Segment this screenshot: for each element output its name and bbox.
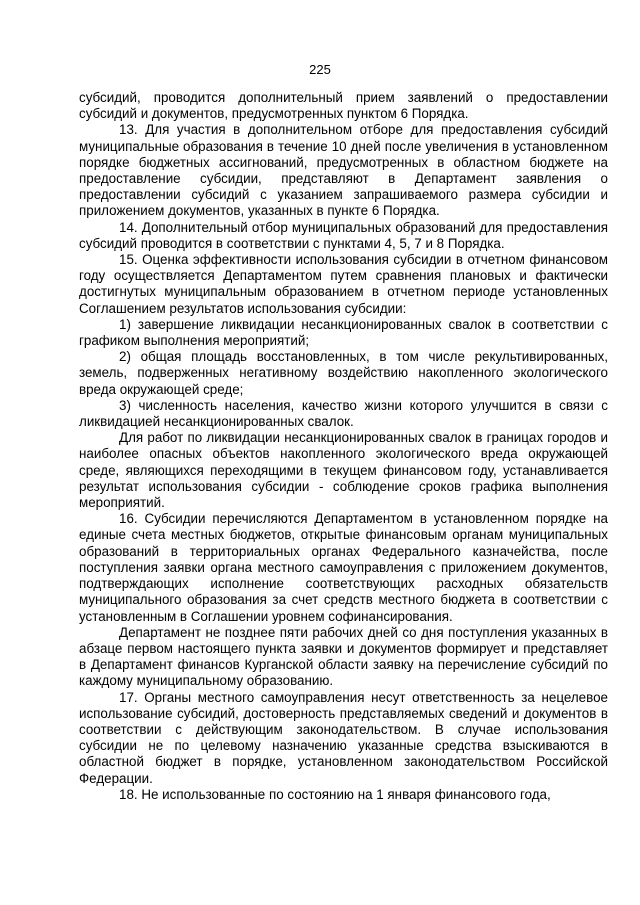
paragraph-item-15: 15. Оценка эффективности использования субсидии в отчетном финансовом году осуществляется Департаментом путем сравнения плановых и фактически достигнутых муниципальным образованием в отчетном периоде установленных Соглашением результатов использования субсидии: xyxy=(79,252,608,316)
paragraph-department-request: Департамент не позднее пяти рабочих дней со дня поступления указанных в абзаце первом настоящего пункта заявки и документов формирует и представляет в Департамент финансов Курганской области заявку на перечисление субсидий по каждому муниципальному образованию. xyxy=(79,624,608,689)
paragraph-continuation: субсидий, проводится дополнительный прием заявлений о предоставлении субсидий и документов, предусмотренных пунктом 6 Порядка. xyxy=(79,90,608,122)
document-body xyxy=(79,90,608,803)
paragraph-item-17: 17. Органы местного самоуправления несут ответственность за нецелевое использование субсидий, достоверность представляемых сведений и документов в соответствии с действующим законодательством. В случае использования субсидии не по целевому назначению указанные средства взыскиваются в областной бюджет в порядке, установленном законодательством Российской Федерации. xyxy=(79,689,608,786)
paragraph-subitem-3: 3) численность населения, качество жизни которого улучшится в связи с ликвидацией несанкционированных свалок. xyxy=(79,397,608,430)
paragraph-result-note: Для работ по ликвидации несанкционированных свалок в границах городов и наиболее опасных объектов накопленного экологического вреда окружающей среде, являющихся переходящими в текущем финансовом году, устанавливается результат использования субсидии - соблюдение сроков графика выполнения мероприятий. xyxy=(79,430,608,511)
paragraph-item-14: 14. Дополнительный отбор муниципальных образований для предоставления субсидий проводится в соответствии с пунктами 4, 5, 7 и 8 Порядка. xyxy=(79,219,608,251)
paragraph-subitem-1: 1) завершение ликвидации несанкционированных свалок в соответствии с графиком выполнения мероприятий; xyxy=(79,316,608,349)
paragraph-item-13: 13. Для участия в дополнительном отборе для предоставления субсидий муниципальные образования в течение 10 дней после увеличения в установленном порядке бюджетных ассигнований, предусмотренных в областном бюджете на предоставление субсидии, представляют в Департамент заявления о предоставлении субсидий с указанием запрашиваемого размера субсидии и приложением документов, указанных в пункте 6 Порядка. xyxy=(79,122,608,219)
paragraph-item-18: 18. Не использованные по состоянию на 1 января финансового года, xyxy=(119,786,551,802)
paragraph-item-16: 16. Субсидии перечисляются Департаментом в установленном порядке на единые счета местных бюджетов, открытые финансовым органам муниципальных образований в территориальных органах Федерального казначейства, после поступления заявки органа местного самоуправления с приложением документов, подтверждающих исполнение соответствующих расходных обязательств муниципального образования за счет средств местного бюджета в соответствии с установленным в Соглашении уровнем софинансирования. xyxy=(79,511,608,624)
page-number: 225 xyxy=(309,62,331,77)
paragraph-subitem-2: 2) общая площадь восстановленных, в том числе рекультивированных, земель, подверженных негативному воздействию накопленного экологического вреда окружающей среде; xyxy=(79,349,608,397)
